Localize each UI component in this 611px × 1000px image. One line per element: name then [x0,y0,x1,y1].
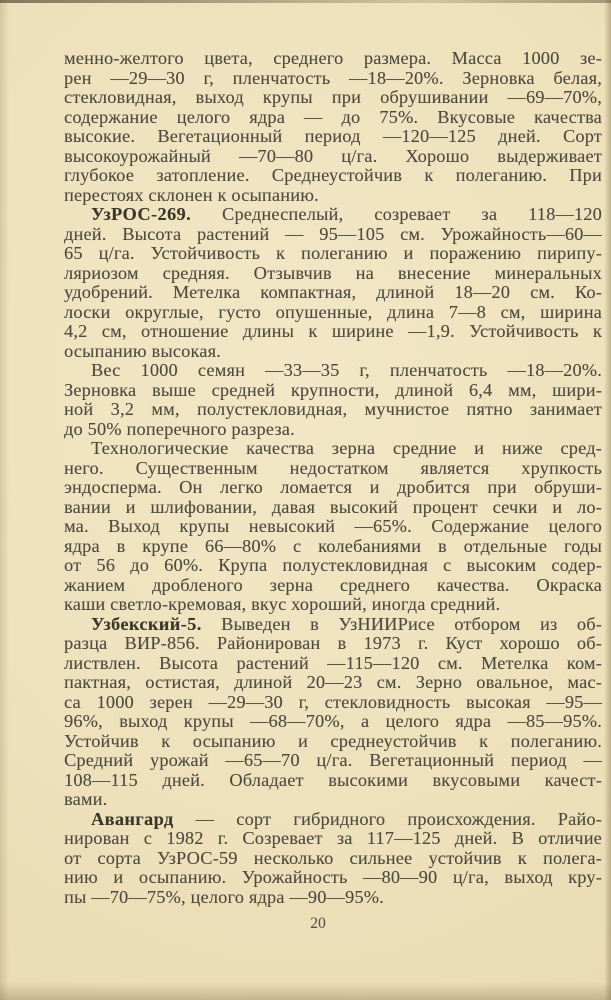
text-line: 4,2 см, отношение длины к ширине —1,9. Устойчивость к [64,321,602,341]
text-line: Вес 1000 семян —33—35 г, пленчатость —18—20%. [91,360,602,380]
text-line: пы —70—75%, целого ядра —90—95%. [64,886,384,907]
text-line: Авангард — сорт гибридного происхождения. Райо- [91,808,602,829]
text-line: от 56 до 60%. Крупа полустекловидная с высоким содер- [64,555,602,575]
text-line: ляриозом средняя. Отзывчив на внесение минеральных [64,262,602,283]
text-line: 96%, выход крупы —68—70%, а целого ядра —85—95%. [64,711,602,731]
text-line: вами. [64,789,108,809]
text-line: лоски округлые, густо опушенные, длина 7—8 см, ширина [64,301,602,322]
text-line: Устойчив к осыпанию и среднеустойчив к полеганию. [64,730,602,751]
text-line: осыпанию высокая. [64,340,221,361]
text-line: каши светло-кремовая, вкус хороший, иногда средний. [64,594,501,614]
text-line: до 50% поперечного разреза. [64,418,295,439]
text-line: ной 3,2 мм, полустекловидная, мучнистое пятно занимает [64,399,602,419]
text-line: Средний урожай —65—70 ц/га. Вегетационный период — [64,750,602,770]
text-line: высокие. Вегетационный период —120—125 дней. Сорт [64,126,602,146]
text-line: высокоурожайный —70—80 ц/га. Хорошо выдерживает [64,145,602,166]
variety-name: Узбекский-5. [91,613,202,634]
text-line: удобрений. Метелка компактная, длиной 18—20 см. Ко- [64,282,602,302]
text-line: Зерновка выше средней крупности, длиной 6,4 мм, шири- [64,379,602,400]
text-line: вании и шлифовании, давая высокий процент сечки и ло- [64,496,602,517]
text-line: Узбекский-5. Выведен в УзНИИРисе отбором из об- [91,613,602,634]
text-line: 108—115 дней. Обладает высокими вкусовыми качест- [64,769,602,790]
text-line: Технологические качества зерна средние и ниже сред- [91,438,602,458]
text-line: него. Существенным недостатком является хрупкость [64,457,602,478]
text-line: ма. Выход крупы невысокий —65%. Содержание целого [64,516,602,536]
text-line: ядра в крупе 66—80% с колебаниями в отдельные годы [64,535,602,556]
scan-edge-right [604,0,611,1000]
text-line: са 1000 зерен —29—30 г, стекловидность высокая —95— [64,691,602,712]
text-line: нирован с 1982 г. Созревает за 117—125 дней. В отличие [64,828,602,848]
scan-edge-left [0,0,9,1000]
text-line: листвлен. Высота растений —115—120 см. Метелка ком- [64,652,602,673]
text-line: менно-желтого цвета, среднего размера. Масса 1000 зе- [64,48,602,68]
scan-edge-bottom [0,982,611,1000]
text-line: перестоях склонен к осыпанию. [64,184,319,205]
text-line: от сорта УзРОС-59 несколько сильнее устойчив к полега- [64,847,602,868]
variety-name: УзРОС-269. [91,204,192,224]
text-line: нию и осыпанию. Урожайность —80—90 ц/га, выход кру- [64,867,602,887]
text-line: глубокое затопление. Среднеустойчив к полеганию. При [64,165,602,185]
text-line: 65 ц/га. Устойчивость к полеганию и поражению пирипу- [64,243,602,263]
text-line: дней. Высота растений — 95—105 см. Урожайность—60— [64,223,602,244]
text-line: пактная, остистая, длиной 20—23 см. Зерно овальное, мас- [64,672,602,692]
text-line: разца ВИР-856. Районирован в 1973 г. Куст хорошо об- [64,633,602,653]
page-number: 20 [310,915,326,932]
scan-edge-top [0,0,611,3]
variety-name: Авангард [91,808,174,829]
text-line: эндосперма. Он легко ломается и дробится при обруши- [64,477,602,497]
text-line: жанием дробленого зерна среднего качества. Окраска [64,574,602,595]
text-line: УзРОС-269. Среднеспелый, созревает за 118—120 [91,204,602,224]
text-line: стекловидная, выход крупы при обрушивании —69—70%, [64,87,602,107]
text-line: рен —29—30 г, пленчатость —18—20%. Зерновка белая, [64,67,602,88]
text-block [64,49,602,907]
text-line: содержание целого ядра — до 75%. Вкусовые качества [64,106,602,127]
